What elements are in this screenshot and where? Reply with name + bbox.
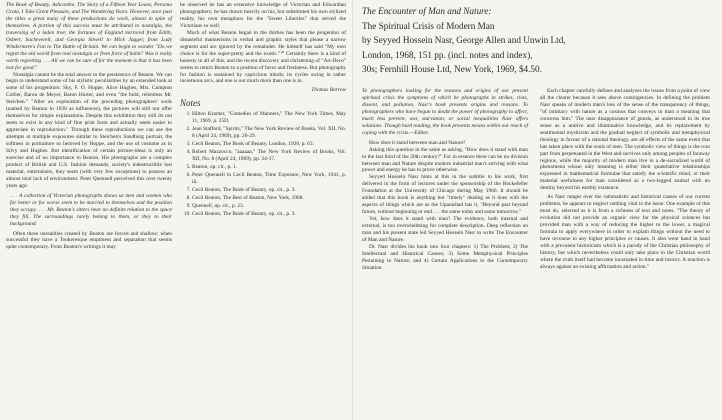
paragraph: be observed he has an extensive knowledge of Victorian and Edwardian photographers; he has drawn heavily on his, but substituted his own stylized reality, his own metaphors for the "Sweet Liberties" that served the Victorians so well. [180,2,346,29]
note-item: 7. Cecil Beaton, The Book of Beauty, op. cit., p. 3. [192,187,346,194]
review-subtitle: The Spiritual Crisis of Modern Man [362,20,495,31]
note-item: 6. Peter Quennell in Cecil Beaton, Time Exposure, New York, 1941, p. iii. [192,172,346,186]
paragraph: Often these unrealities created by Beaton are forced and shallow; when successful they have a Tookeresque emptiness and separation that seems quite contemporary. From Beaton's writings it may [6,230,172,251]
paragraph: Each chapter carefully defines and analyzes the issues from a point of view all the clearer because it sees above contingencies. In defining the problem Nasr speaks of modern man's loss of the sense of the transparency of things, "of intimacy with nature as a cosmos that conveys to man a meaning that concerns him." The near disappearance of gnosis, as understood in its true sense as a unitive and illuminative knowledge, and its replacement by sentimental mysticism and the gradual neglect of symbolic and metaphysical theology in favour of a rational theology, are all effects of the same event that has taken place with the souls of men. The symbolic view of things is the root part from perpetuated in the West and survives only among peoples of faraway regions, while the majority of modern man live in a de-sacralized world of phenomena whose only meaning is either their quantitative relationships expressed in mathematical formulae that satisfy the scientific mind, or their material usefulness for man considered as a two-legged animal with no destiny beyond his earthly existence. [540,88,710,192]
note-item: 8. Cecil Beaton, The Best of Beaton, New York, 1968. [192,195,346,202]
paragraph: How does it stand between man and Nature? [369,139,466,146]
editor-lead: To photographers looking for the reasons and origins of our present spiritual crisis the symptoms of which be photographs in strikes, riots, dissent, and pollution, Nasr's book presents origins and reasons. To photographers who have begun to doubt the power of photography to affect, much less prevent, war, starvation, or social inequalities Nasr offers solutions. Though hard reading, the book presents means within our reach of coping with the crisis.—Editor. [362,88,528,136]
author-signature: Thomas Barrow [311,87,346,94]
note-item: 4. Robert Mazzocco, "aaaaaa," The New York Review of Books, Vol. XII, No. 8 (April 24, 1969), pp. 34-37. [192,149,346,163]
paragraph: As Nasr ranges over the rationalistic and historical causes of our current problems, he appears to neglect nothing vital to the issue. One example of this must do, selected as it is from a richness of text and notes. "The theory of evolution did not provide an organic view for the physical sciences but provided man with a way of reducing the higher to the lower, a magical formula to apply everywhere in order to explain things without the need to have recourse to any higher principles or causes. It also went hand in hand with a prevalent historicism which is a parody of the Christian philosophy of history, but which nevertheless could only take place in the Christian world where the truth itself had become incarnated in time and history. A reaction is always against an existing affirmation and action." [540,194,710,270]
review-publication-line: by Seyyed Hossein Nasr, George Allen and Unwin Ltd, [362,35,566,45]
note-item: 5. Beaton, op. cit., p. 1. [192,164,346,171]
page-gutter [352,0,353,420]
notes-list [180,111,346,217]
note-item: 9. Quennell, op. cit., p. 23. [192,203,346,210]
review-title: The Encounter of Man and Nature: [362,6,492,16]
paragraph: Yet, how does it stand with man? The evidence, both internal and external, is too overwhelming for complete description. Deep reflection on man and his present state led Seyyed Hossein Nasr to write The Encounter of Man and Nature. [362,216,528,244]
paragraph: Seyyed Hossein Nasr hints at this in the subtitle to his work, first delivered in the form of lectures under the sponsorship of the Rockefeller Foundation at the University of Chicago during May 1966. It should be added that this book is anything but "timely" dealing as it does with the aspects of things which are as the Upanishad has it, "Beyond past beyond future, without beginning or end . . . the same today and same tomorrow." [362,174,528,216]
column-3 [362,88,528,272]
note-item: 3. Cecil Beaton, The Book of Beauty, London, 1930, p. 63. [192,141,346,148]
notes-heading: Notes [180,98,201,109]
block-quote: . . . A collection of Victorian photographs shows us men and women who for better or for worse seem to be married to themselves and the position they occupy. . . . Mr. Beaton's sitters bear no definite relation to the space they fill. The surroundings rarely belong to them, or they to their background. [10,192,172,227]
column-4 [540,88,710,271]
review-header [362,4,702,77]
review-publication-line: London, 1968, 151 pp. (incl. notes and index), [362,49,533,60]
note-item: 1. Hilton Kramer, "Comedies of Manners," The New York Times, May 11, 1969, p. 25D. [192,111,346,125]
paragraph: Dr. Nasr divides his book into four chapters: 1) The Problem; 2) The Intellectual and Historical Causes; 3) Some Metaphysical Principles Pertaining to Nature; and 4) Certain Applications to the Contemporary Situation. [362,243,528,271]
paragraph: Much of what Beaton began in the thirties has been the progenitor of distasteful mannerisms in verbal and graphic styles that please a narrow segment and are ignored by the remainder. He himself has said "My own choice is for the super-pretty and the exotic."¹⁰ Certainly there is a kind of honesty in all of this, and the recent discovery and christening of "Art-Deco" seems to return Beaton to a position of favor and freshness. But photography for fashion is sustained by capricious minds; its cycles swing in rather incestuous arcs, and one is out much more than one is in. [180,29,346,85]
column-1 [6,2,172,251]
paragraph: Asking this question in the same as asking, "How does it stand with man in the last third of the 20th century?" For in essence there can be no division between man and Nature despite modern industrial man's striving with what power and energy he has to prove otherwise. [362,146,528,174]
review-publication-line: 30s; Fernhill House Ltd, New York, 1969, $4.50. [362,64,542,74]
note-item: 2. Jean Stafford, "Spirits," The New York Review of Books, Vol. XII, No. 8 (April 24, 1969), pp. 26-29. [192,126,346,140]
note-item: 10. Cecil Beaton, The Book of Beauty, op. cit., p. 3. [192,211,346,218]
column-2 [180,2,346,219]
paragraph: The Book of Beauty, Ashcombe, The Story of a Fifteen Year Lease, Persona Grata, I Take Great Pleasure, and The Wandering Years. However, once past the titles a great many of these productions do work, almost in spite of themselves. A portion of this success must be attributed to nostalgia, the traversing of a laden tree; the fortunes of England mirrored from Edith, Osbert, Sacheverell, and Georgia Sitwell to Mick Jagger, from Lady Windermere's Fan to The Battle of Britain. We can begin to wonder "Do we regret the old world from real nostalgia or from force of habit? Was it really worth regretting . . . All we can be sure of for the moment is that it has been lost for good." [6,2,172,71]
paragraph: Nostalgia cannot be the total answer to the persistence of Beaton. We can begin to understand some of his stylistic peculiarities by an extended look at some of his progenitors: Sky, F. O. Hoppe, Alice Hughes, Mrs. Compton Collier, Baron de Meyer, Baron Hurter, and even "the bold, relentless Mr. Steichen." "After an exploration of the preceding photographers' work (named by Beaton in 1930 as influences), the pictures will still not offer themselves for simple explanations. Despite this exhibition they still do not seem to exist in any kind of fine print form and actually seem easier to appreciate in reproduction." Through these reproductions we can see the attempts at multiple exposures similar to Steichen's Sandburg portrait, the softness in portraiture so beloved by Hoppe, and the use of costume as in Silvy and Hughes. But identification of certain picture-ideas is only an exercise and of no importance to Beaton. His photographs are a complex product of British and U.S. fashion demands, society's indestructible lost material, entertainers, they seem (with very few exceptions) to possess an almost total lack of environment. Peter Quennell perceived this over twenty years ago: [6,71,172,189]
